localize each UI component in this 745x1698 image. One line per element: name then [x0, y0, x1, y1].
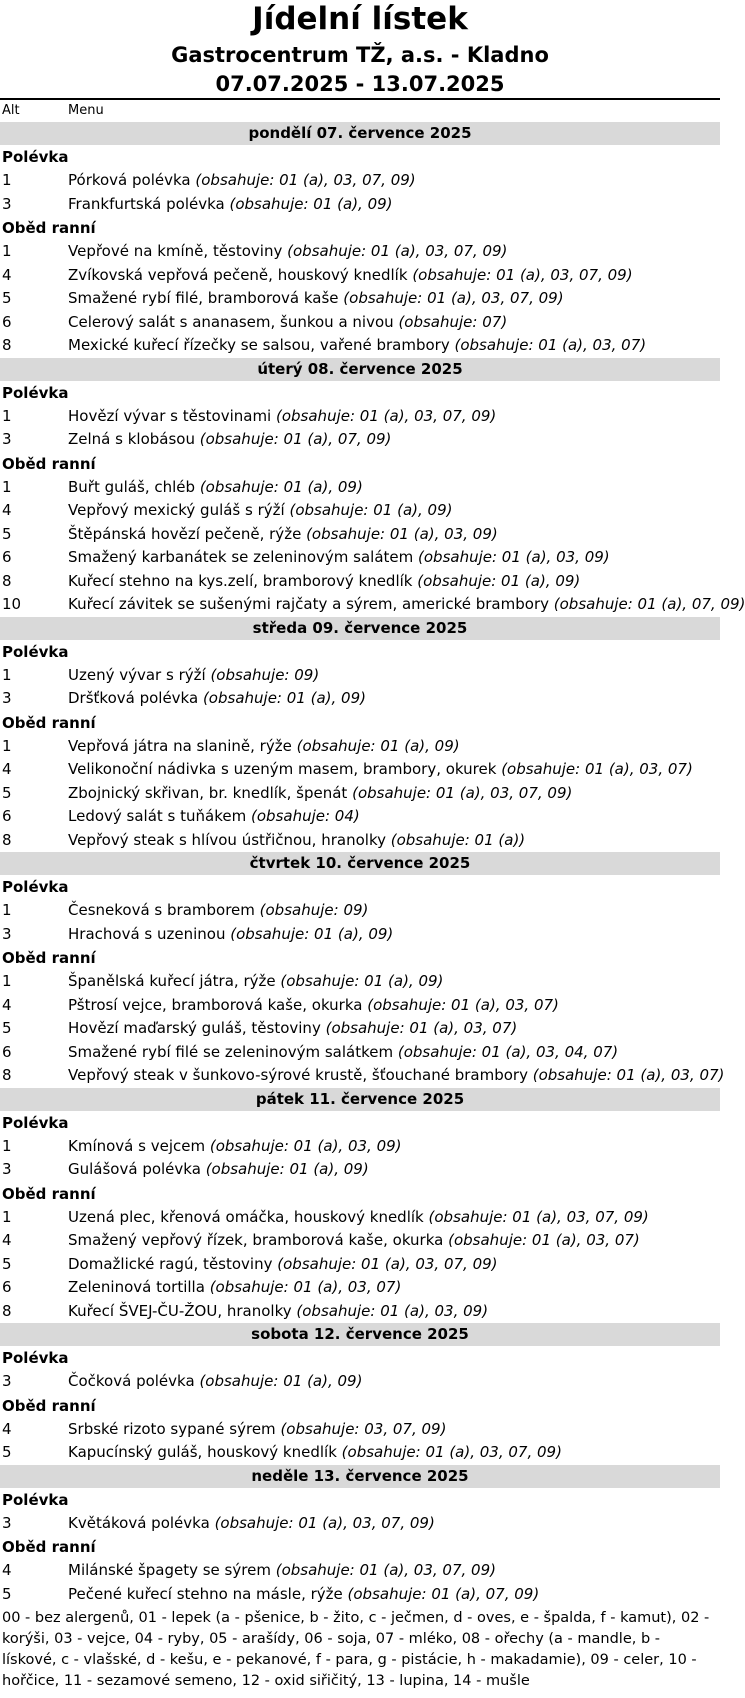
day-header: úterý 08. července 2025	[0, 358, 720, 381]
item-allergens: (obsahuje: 01 (a), 09)	[199, 477, 363, 496]
item-description	[68, 899, 368, 923]
item-name: Milánské špagety se sýrem	[68, 1561, 271, 1579]
item-description	[68, 1559, 496, 1583]
item-name: Pečené kuřecí stehno na másle, rýže	[68, 1584, 343, 1603]
item-alt-number: 5	[2, 1443, 12, 1461]
item-alt-number: 5	[2, 1254, 12, 1273]
item-allergens: (obsahuje: 01 (a), 09)	[289, 501, 453, 519]
item-alt-number: 1	[2, 736, 12, 755]
item-description	[68, 1583, 539, 1607]
item-name: Kapucínský guláš, houskový knedlík	[68, 1443, 337, 1461]
item-description	[68, 994, 559, 1018]
item-name: Uzený vývar s rýží	[68, 665, 206, 684]
item-allergens: (obsahuje: 01 (a), 09)	[205, 1160, 369, 1178]
menu-item	[0, 311, 720, 335]
day-section	[0, 1088, 720, 1324]
date-range: 07.07.2025 - 13.07.2025	[215, 72, 505, 96]
item-description	[68, 240, 507, 264]
category-heading: Polévka	[2, 1490, 69, 1509]
item-description	[68, 758, 693, 782]
item-description	[68, 782, 572, 806]
menu-days	[0, 122, 745, 1606]
item-alt-number: 5	[2, 1584, 12, 1603]
item-name: Vepřový steak v šunkovo-sýrové krustě, šťouchané brambory	[68, 1066, 528, 1084]
item-name: Smažený vepřový řízek, bramborová kaše, okurka	[68, 1231, 444, 1249]
item-allergens: (obsahuje: 01 (a), 03, 07, 09)	[287, 242, 508, 260]
allergen-legend: 00 - bez alergenů, 01 - lepek (a - pšenice, b - žito, c - ječmen, d - oves, e - špalda, f - kamut), 02 - korýši, 03 - vejce, 04 - ryby, 05 - arašídy, 06 - soja, 07 - mléko, 08 - ořechy (a - mandle, b - lískové, c - vlašské, d - kešu, e - pekanové, f - para, g - pistácie, h - makadamie), 09 - celer, 10 - hořčice, 11 - sezamové semeno, 12 - oxid siřičitý, 13 - lupina, 14 - mušle	[2, 1610, 710, 1689]
item-allergens: (obsahuje: 01 (a), 09)	[296, 736, 460, 755]
item-allergens: (obsahuje: 01 (a), 03, 09)	[209, 1136, 402, 1155]
item-allergens: (obsahuje: 01 (a), 03, 09)	[296, 1301, 489, 1320]
day-section	[0, 358, 745, 617]
item-description	[68, 1300, 488, 1324]
item-allergens: (obsahuje: 01 (a), 09)	[280, 972, 444, 990]
day-section	[0, 1323, 720, 1465]
item-description	[68, 1206, 649, 1230]
menu-item	[0, 1276, 720, 1300]
item-name: Gulášová polévka	[68, 1160, 201, 1178]
item-alt-number: 6	[2, 807, 12, 825]
category-heading: Polévka	[2, 1349, 69, 1367]
item-name: Domažlické ragú, těstoviny	[68, 1254, 273, 1273]
item-description	[68, 1253, 498, 1277]
item-alt-number: 6	[2, 312, 12, 331]
day-section	[0, 1465, 720, 1607]
item-description	[68, 687, 366, 711]
item-alt-number: 4	[2, 265, 12, 284]
menu-item	[0, 499, 720, 523]
item-allergens: (obsahuje: 01 (a), 03, 07, 09)	[341, 1443, 562, 1461]
item-allergens: (obsahuje: 01 (a), 03, 07)	[448, 1231, 640, 1249]
item-alt-number: 4	[2, 1561, 12, 1579]
item-alt-number: 5	[2, 289, 12, 307]
menu-item	[0, 593, 745, 617]
menu-item	[0, 782, 720, 806]
day-section	[0, 122, 720, 358]
item-name: Čočková polévka	[68, 1372, 195, 1390]
item-description	[68, 593, 745, 617]
item-allergens: (obsahuje: 01 (a), 03, 07)	[367, 995, 559, 1014]
menu-item	[0, 1559, 720, 1583]
column-menu: Menu	[68, 103, 104, 118]
item-description	[68, 1370, 362, 1394]
item-allergens: (obsahuje: 01 (a), 03, 07, 09)	[276, 406, 497, 425]
item-description	[68, 405, 496, 429]
menu-item	[0, 899, 720, 923]
item-name: Zbojnický skřivan, br. knedlík, špenát	[68, 783, 348, 802]
item-alt-number: 1	[2, 972, 12, 990]
item-name: Zeleninová tortilla	[68, 1278, 205, 1296]
item-alt-number: 1	[2, 901, 12, 919]
item-allergens: (obsahuje: 07)	[398, 312, 508, 331]
category-heading: Oběd ranní	[2, 1184, 96, 1203]
menu-item	[0, 1418, 720, 1442]
item-name: Buřt guláš, chléb	[68, 477, 196, 496]
item-description	[68, 1041, 618, 1065]
item-alt-number: 1	[2, 477, 12, 496]
item-allergens: (obsahuje: 01 (a), 03, 09)	[306, 524, 498, 543]
item-alt-number: 8	[2, 1301, 12, 1320]
menu-item	[0, 169, 720, 193]
menu-item	[0, 923, 720, 947]
category-heading: Oběd ranní	[2, 219, 96, 237]
item-name: Mexické kuřecí řízečky se salsou, vařené brambory	[68, 336, 450, 354]
item-name: Španělská kuřecí játra, rýže	[68, 972, 276, 990]
menu-item	[0, 735, 720, 759]
item-description	[68, 264, 633, 288]
menu-item	[0, 1253, 720, 1277]
item-description	[68, 1441, 562, 1465]
item-allergens: (obsahuje: 01 (a), 03, 07, 09)	[352, 783, 573, 802]
menu-item	[0, 1158, 720, 1182]
item-alt-number: 4	[2, 1419, 12, 1438]
item-allergens: (obsahuje: 01 (a), 07, 09)	[199, 430, 392, 448]
item-name: Kmínová s vejcem	[68, 1136, 206, 1155]
item-name: Květáková polévka	[68, 1513, 210, 1532]
item-description	[68, 1512, 435, 1536]
menu-item	[0, 523, 720, 547]
menu-item	[0, 829, 720, 853]
item-allergens: (obsahuje: 01 (a), 07, 09)	[347, 1584, 540, 1603]
item-description	[68, 1418, 446, 1442]
item-alt-number: 10	[2, 595, 22, 613]
item-alt-number: 3	[2, 689, 12, 707]
item-name: Frankfurtská polévka	[68, 194, 225, 213]
menu-item	[0, 758, 720, 782]
item-alt-number: 3	[2, 1513, 12, 1532]
item-name: Srbské rizoto sypané sýrem	[68, 1419, 276, 1438]
item-description	[68, 570, 580, 594]
item-description	[68, 546, 610, 570]
item-description	[68, 829, 525, 853]
item-description	[68, 1135, 402, 1159]
menu-item	[0, 970, 720, 994]
item-name: Kuřecí stehno na kys.zelí, bramborový knedlík	[68, 571, 413, 590]
menu-item	[0, 1064, 725, 1088]
item-allergens: (obsahuje: 01 (a), 03, 07, 09)	[214, 1513, 435, 1532]
item-alt-number: 4	[2, 1231, 12, 1249]
item-name: Kuřecí ŠVEJ-ČU-ŽOU, hranolky	[68, 1301, 292, 1320]
item-name: Vepřová játra na slanině, rýže	[68, 736, 292, 755]
menu-item	[0, 193, 720, 217]
page-title: Jídelní lístek	[252, 1, 468, 37]
item-description	[68, 169, 416, 193]
day-header: pondělí 07. července 2025	[0, 122, 720, 145]
item-alt-number: 6	[2, 548, 12, 566]
restaurant-name: Gastrocentrum TŽ, a.s. - Kladno	[171, 43, 549, 67]
item-description	[68, 523, 498, 547]
menu-item	[0, 1583, 720, 1607]
item-alt-number: 5	[2, 783, 12, 802]
menu-item	[0, 264, 720, 288]
item-allergens: (obsahuje: 01 (a), 03, 07, 09)	[195, 171, 416, 189]
item-alt-number: 8	[2, 830, 12, 849]
item-allergens: (obsahuje: 01 (a), 03, 07)	[325, 1019, 518, 1037]
menu-item	[0, 1229, 720, 1253]
item-name: Dršťková polévka	[68, 689, 199, 707]
menu-item	[0, 334, 720, 358]
category-heading: Polévka	[2, 878, 69, 896]
item-alt-number: 1	[2, 171, 12, 189]
item-allergens: (obsahuje: 01 (a), 03, 07, 09)	[343, 289, 564, 307]
item-name: Zelná s klobásou	[68, 430, 195, 448]
item-name: Hovězí maďarský guláš, těstoviny	[68, 1019, 321, 1037]
item-name: Česneková s bramborem	[68, 901, 255, 919]
item-description	[68, 1276, 401, 1300]
column-header	[0, 98, 720, 122]
item-name: Smažené rybí filé se zeleninovým salátkem	[68, 1042, 394, 1061]
menu-item	[0, 1206, 720, 1230]
menu-item	[0, 1135, 720, 1159]
item-alt-number: 5	[2, 1019, 12, 1037]
item-allergens: (obsahuje: 01 (a), 03, 09)	[418, 548, 610, 566]
item-allergens: (obsahuje: 01 (a), 03, 07, 09)	[412, 265, 633, 284]
item-name: Hrachová s uzeninou	[68, 924, 226, 943]
day-header: čtvrtek 10. července 2025	[0, 852, 720, 875]
menu-item	[0, 546, 720, 570]
item-name: Kuřecí závitek se sušenými rajčaty a sýrem, americké brambory	[68, 595, 549, 613]
item-description	[68, 334, 646, 358]
item-alt-number: 3	[2, 1372, 12, 1390]
menu-item	[0, 476, 720, 500]
item-description	[68, 476, 363, 500]
item-name: Hovězí vývar s těstovinami	[68, 406, 272, 425]
category-heading: Oběd ranní	[2, 949, 96, 967]
day-header: sobota 12. července 2025	[0, 1323, 720, 1346]
item-alt-number: 3	[2, 194, 12, 213]
item-allergens: (obsahuje: 01 (a), 03, 07)	[501, 760, 693, 778]
item-allergens: (obsahuje: 01 (a), 03, 04, 07)	[397, 1042, 619, 1061]
item-alt-number: 5	[2, 524, 12, 543]
item-name: Vepřové na kmíně, těstoviny	[68, 242, 283, 260]
item-alt-number: 1	[2, 665, 12, 684]
category-heading: Oběd ranní	[2, 713, 96, 732]
item-name: Ledový salát s tuňákem	[68, 807, 247, 825]
item-name: Zvíkovská vepřová pečeně, houskový knedlík	[68, 265, 408, 284]
menu-item	[0, 1017, 720, 1041]
item-allergens: (obsahuje: 09)	[259, 901, 369, 919]
menu-item	[0, 687, 720, 711]
item-alt-number: 8	[2, 571, 12, 590]
item-name: Vepřový mexický guláš s rýží	[68, 501, 285, 519]
item-allergens: (obsahuje: 01 (a), 09)	[202, 689, 366, 707]
item-alt-number: 1	[2, 1207, 12, 1226]
item-alt-number: 3	[2, 430, 12, 448]
item-alt-number: 6	[2, 1042, 12, 1061]
day-header: středa 09. července 2025	[0, 617, 720, 640]
category-heading: Oběd ranní	[2, 1396, 96, 1415]
day-header: pátek 11. července 2025	[0, 1088, 720, 1111]
category-heading: Oběd ranní	[2, 1538, 96, 1556]
item-alt-number: 1	[2, 1136, 12, 1155]
item-allergens: (obsahuje: 01 (a), 09)	[230, 924, 394, 943]
item-allergens: (obsahuje: 01 (a), 09)	[229, 194, 393, 213]
item-description	[68, 1158, 369, 1182]
item-description	[68, 193, 393, 217]
day-header: neděle 13. července 2025	[0, 1465, 720, 1488]
menu-item	[0, 805, 720, 829]
category-heading: Oběd ranní	[2, 454, 96, 473]
menu-item	[0, 405, 720, 429]
item-alt-number: 8	[2, 1066, 12, 1084]
item-name: Velikonoční nádivka s uzeným masem, brambory, okurek	[68, 760, 497, 778]
day-section	[0, 852, 725, 1088]
item-alt-number: 1	[2, 242, 12, 260]
category-heading: Polévka	[2, 383, 69, 402]
menu-item	[0, 994, 720, 1018]
menu-item	[0, 287, 720, 311]
item-description	[68, 1064, 724, 1088]
item-allergens: (obsahuje: 01 (a), 03, 07, 09)	[428, 1207, 649, 1226]
item-description	[68, 1229, 640, 1253]
item-description	[68, 287, 564, 311]
item-allergens: (obsahuje: 03, 07, 09)	[280, 1419, 447, 1438]
item-description	[68, 805, 360, 829]
item-alt-number: 4	[2, 995, 12, 1014]
menu-item	[0, 570, 720, 594]
item-description	[68, 735, 460, 759]
item-allergens: (obsahuje: 01 (a), 03, 07)	[532, 1066, 725, 1084]
category-heading: Polévka	[2, 1113, 69, 1132]
menu-item	[0, 664, 720, 688]
day-section	[0, 617, 720, 853]
item-allergens: (obsahuje: 01 (a), 03, 07)	[209, 1278, 402, 1296]
item-alt-number: 4	[2, 501, 12, 519]
menu-item	[0, 428, 720, 452]
item-description	[68, 1017, 517, 1041]
item-alt-number: 8	[2, 336, 12, 354]
item-alt-number: 6	[2, 1278, 12, 1296]
menu-item	[0, 1512, 720, 1536]
item-description	[68, 311, 507, 335]
column-alt: Alt	[2, 103, 20, 118]
item-name: Vepřový steak s hlívou ústřičnou, hranolky	[68, 830, 386, 849]
item-description	[68, 499, 452, 523]
menu-item	[0, 1300, 720, 1324]
category-heading: Polévka	[2, 148, 69, 166]
item-name: Smažené rybí filé, bramborová kaše	[68, 289, 339, 307]
menu-item	[0, 1441, 720, 1465]
item-name: Smažený karbanátek se zeleninovým salátem	[68, 548, 414, 566]
item-name: Pštrosí vejce, bramborová kaše, okurka	[68, 995, 363, 1014]
item-name: Pórková polévka	[68, 171, 191, 189]
menu-item	[0, 240, 720, 264]
category-heading: Polévka	[2, 642, 69, 661]
item-description	[68, 428, 391, 452]
item-allergens: (obsahuje: 09)	[210, 665, 320, 684]
item-alt-number: 3	[2, 1160, 12, 1178]
item-name: Štěpánská hovězí pečeně, rýže	[68, 524, 302, 543]
item-allergens: (obsahuje: 04)	[251, 807, 360, 825]
item-allergens: (obsahuje: 01 (a), 07, 09)	[553, 595, 745, 613]
item-allergens: (obsahuje: 01 (a), 09)	[417, 571, 581, 590]
item-alt-number: 4	[2, 760, 12, 778]
item-description	[68, 923, 393, 947]
item-allergens: (obsahuje: 01 (a))	[390, 830, 526, 849]
menu-item	[0, 1041, 720, 1065]
item-allergens: (obsahuje: 01 (a), 03, 07, 09)	[277, 1254, 498, 1273]
item-alt-number: 3	[2, 924, 12, 943]
item-allergens: (obsahuje: 01 (a), 09)	[199, 1372, 363, 1390]
item-allergens: (obsahuje: 01 (a), 03, 07)	[454, 336, 647, 354]
item-description	[68, 664, 319, 688]
menu-item	[0, 1370, 720, 1394]
item-allergens: (obsahuje: 01 (a), 03, 07, 09)	[275, 1561, 496, 1579]
item-description	[68, 970, 443, 994]
item-name: Celerový salát s ananasem, šunkou a nivou	[68, 312, 394, 331]
item-name: Uzená plec, křenová omáčka, houskový knedlík	[68, 1207, 424, 1226]
item-alt-number: 1	[2, 406, 12, 425]
